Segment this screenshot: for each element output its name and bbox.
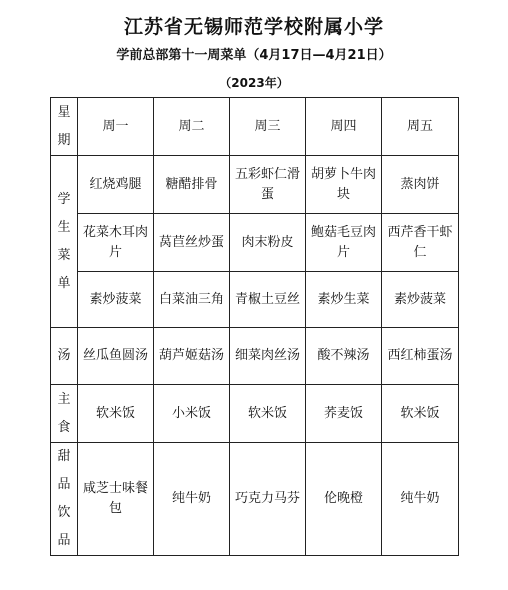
menu-cell: 五彩虾仁滑蛋 xyxy=(230,156,306,214)
menu-cell: 胡萝卜牛肉块 xyxy=(306,156,382,214)
menu-cell: 蒸肉饼 xyxy=(382,156,459,214)
menu-cell: 小米饭 xyxy=(154,385,230,443)
menu-cell: 鲍菇毛豆肉片 xyxy=(306,214,382,272)
weekly-menu-table xyxy=(50,97,459,556)
menu-cell: 伦晚橙 xyxy=(306,443,382,556)
menu-cell: 巧克力马芬 xyxy=(230,443,306,556)
menu-cell: 丝瓜鱼圆汤 xyxy=(78,328,154,385)
table-header-row xyxy=(51,98,459,156)
menu-cell: 酸不辣汤 xyxy=(306,328,382,385)
menu-cell: 素炒菠菜 xyxy=(78,272,154,328)
menu-cell: 细菜肉丝汤 xyxy=(230,328,306,385)
menu-cell: 纯牛奶 xyxy=(154,443,230,556)
student-menu-label: 学生菜单 xyxy=(51,156,78,328)
day-header-mon: 周一 xyxy=(78,98,154,156)
soup-row xyxy=(51,328,459,385)
day-header-tue: 周二 xyxy=(154,98,230,156)
menu-cell: 葫芦姬菇汤 xyxy=(154,328,230,385)
menu-cell: 素炒生菜 xyxy=(306,272,382,328)
day-header-wed: 周三 xyxy=(230,98,306,156)
staple-label: 主食 xyxy=(51,385,78,443)
menu-cell: 西红柿蛋汤 xyxy=(382,328,459,385)
menu-cell: 白菜油三角 xyxy=(154,272,230,328)
table-row xyxy=(51,214,459,272)
menu-cell: 肉末粉皮 xyxy=(230,214,306,272)
weekday-corner-cell: 星期 xyxy=(51,98,78,156)
menu-cell: 软米饭 xyxy=(230,385,306,443)
menu-year: （2023年） xyxy=(219,76,289,90)
menu-cell: 纯牛奶 xyxy=(382,443,459,556)
dessert-row xyxy=(51,443,459,556)
menu-cell: 咸芝士味餐包 xyxy=(78,443,154,556)
menu-subtitle: 学前总部第十一周菜单（4月17日—4月21日） xyxy=(116,48,392,63)
staple-row xyxy=(51,385,459,443)
soup-label: 汤 xyxy=(51,328,78,385)
menu-cell: 软米饭 xyxy=(382,385,459,443)
dessert-label: 甜品饮品 xyxy=(51,443,78,556)
menu-cell: 莴苣丝炒蛋 xyxy=(154,214,230,272)
day-header-fri: 周五 xyxy=(382,98,459,156)
table-row xyxy=(51,156,459,214)
menu-cell: 糖醋排骨 xyxy=(154,156,230,214)
menu-cell: 花菜木耳肉片 xyxy=(78,214,154,272)
table-row xyxy=(51,272,459,328)
menu-cell: 荞麦饭 xyxy=(306,385,382,443)
day-header-thu: 周四 xyxy=(306,98,382,156)
menu-cell: 青椒土豆丝 xyxy=(230,272,306,328)
menu-cell: 素炒菠菜 xyxy=(382,272,459,328)
menu-cell: 软米饭 xyxy=(78,385,154,443)
menu-cell: 红烧鸡腿 xyxy=(78,156,154,214)
menu-title: 江苏省无锡师范学校附属小学 xyxy=(123,16,384,38)
menu-cell: 西芹香干虾仁 xyxy=(382,214,459,272)
